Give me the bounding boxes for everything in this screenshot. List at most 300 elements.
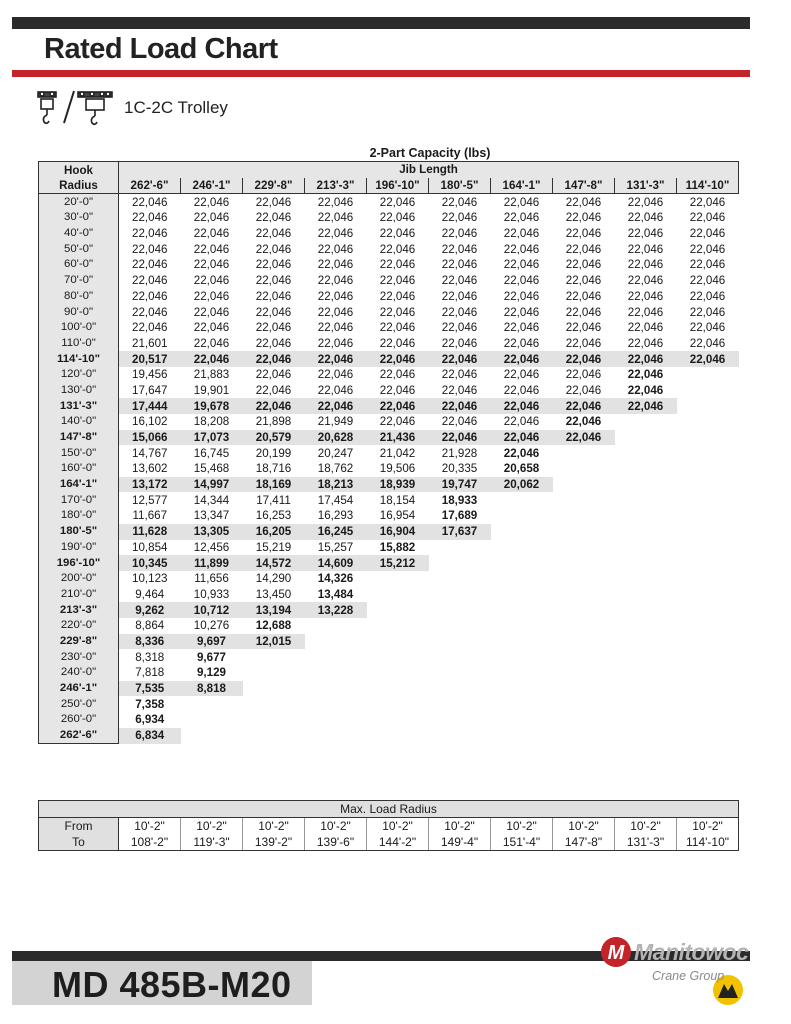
capacity-cell (243, 712, 305, 728)
table-row (39, 602, 739, 618)
capacity-cell (553, 461, 615, 477)
capacity-cell: 22,046 (255, 211, 292, 225)
capacity-cell (305, 712, 367, 728)
capacity-cell: 22,046 (441, 195, 478, 209)
capacity-cell: 8,318 (135, 650, 165, 664)
capacity-cell: 22,046 (317, 258, 354, 272)
capacity-cell (553, 477, 615, 493)
to-radius-cell: 119'-3" (181, 834, 243, 851)
capacity-cell: 22,046 (689, 305, 726, 319)
jib-length-col-2: 229'-8" (243, 178, 305, 194)
capacity-cell: 22,046 (243, 351, 305, 367)
capacity-cell: 14,344 (193, 493, 230, 507)
hook-radius-cell: 240'-0" (39, 665, 119, 681)
from-radius-cell: 10'-2" (615, 818, 677, 835)
capacity-cell: 22,046 (565, 195, 602, 209)
table-row (39, 241, 739, 257)
capacity-cell: 22,046 (627, 368, 664, 382)
hook-radius-cell: 114'-10" (39, 351, 119, 367)
table-row (39, 555, 739, 571)
hook-radius-cell: 262'-6" (39, 728, 119, 744)
hook-radius-cell: 213'-3" (39, 602, 119, 618)
capacity-cell: 22,046 (503, 446, 540, 460)
capacity-cell: 22,046 (565, 211, 602, 225)
capacity-cell: 22,046 (255, 274, 292, 288)
capacity-cell: 11,899 (181, 555, 243, 571)
capacity-cell: 21,042 (379, 446, 416, 460)
capacity-cell (429, 555, 491, 571)
capacity-cell: 16,954 (379, 509, 416, 523)
capacity-cell: 9,697 (181, 634, 243, 650)
capacity-cell (553, 649, 615, 665)
capacity-cell: 17,444 (119, 398, 181, 414)
hook-radius-cell: 147'-8" (39, 430, 119, 446)
capacity-cell: 22,046 (565, 289, 602, 303)
capacity-cell: 21,883 (193, 368, 230, 382)
capacity-cell (677, 508, 739, 524)
capacity-cell (615, 681, 677, 697)
capacity-cell: 22,046 (305, 398, 367, 414)
capacity-cell: 6,834 (119, 728, 181, 744)
capacity-cell: 10,276 (193, 619, 230, 633)
capacity-cell (367, 665, 429, 681)
capacity-cell: 14,767 (132, 446, 168, 460)
capacity-cell: 22,046 (553, 430, 615, 446)
capacity-cell: 22,046 (255, 227, 292, 241)
capacity-cell (553, 555, 615, 571)
capacity-cell (243, 696, 305, 712)
from-radius-cell: 10'-2" (367, 818, 429, 835)
capacity-cell: 20,199 (255, 446, 292, 460)
capacity-cell: 22,046 (627, 321, 664, 335)
capacity-cell (429, 602, 491, 618)
hook-radius-cell: 250'-0" (39, 696, 119, 712)
capacity-cell: 22,046 (441, 242, 478, 256)
capacity-cell (677, 696, 739, 712)
jib-length-col-6: 164'-1" (491, 178, 553, 194)
table-row (39, 571, 739, 587)
hook-radius-cell: 164'-1" (39, 477, 119, 493)
from-radius-cell: 10'-2" (429, 818, 491, 835)
capacity-cell: 22,046 (677, 351, 739, 367)
capacity-cell: 22,046 (193, 242, 230, 256)
table-row (39, 461, 739, 477)
hook-radius-cell: 246'-1" (39, 681, 119, 697)
capacity-cell: 22,046 (379, 227, 416, 241)
capacity-cell (553, 445, 615, 461)
capacity-cell (305, 665, 367, 681)
capacity-cell (615, 618, 677, 634)
hook-radius-cell: 196'-10" (39, 555, 119, 571)
capacity-cell (367, 618, 429, 634)
capacity-cell (677, 383, 739, 399)
capacity-cell: 15,882 (379, 540, 416, 554)
capacity-cell: 22,046 (565, 242, 602, 256)
capacity-cell: 22,046 (627, 242, 664, 256)
table-row (39, 618, 739, 634)
capacity-cell: 22,046 (615, 398, 677, 414)
capacity-cell (491, 649, 553, 665)
capacity-cell (677, 461, 739, 477)
capacity-cell (367, 681, 429, 697)
capacity-cell (615, 634, 677, 650)
capacity-cell (491, 587, 553, 603)
capacity-cell (677, 477, 739, 493)
hook-radius-cell: 60'-0" (39, 257, 119, 273)
capacity-cell: 18,208 (193, 415, 230, 429)
capacity-cell: 22,046 (503, 227, 540, 241)
table-row (39, 508, 739, 524)
capacity-cell: 22,046 (132, 305, 168, 319)
capacity-cell: 22,046 (255, 289, 292, 303)
capacity-cell (553, 492, 615, 508)
capacity-cell (677, 430, 739, 446)
capacity-cell: 22,046 (503, 211, 540, 225)
capacity-cell (677, 665, 739, 681)
capacity-cell: 11,667 (132, 509, 168, 523)
capacity-cell (615, 665, 677, 681)
capacity-cell: 17,689 (441, 509, 478, 523)
jib-length-col-9: 114'-10" (677, 178, 739, 194)
table-row (39, 367, 739, 383)
capacity-cell: 22,046 (317, 289, 354, 303)
to-radius-cell: 131'-3" (615, 834, 677, 851)
capacity-cell: 22,046 (503, 258, 540, 272)
capacity-cell: 22,046 (503, 195, 540, 209)
capacity-cell: 22,046 (627, 305, 664, 319)
capacity-cell: 22,046 (503, 415, 540, 429)
capacity-cell (615, 696, 677, 712)
capacity-cell (553, 634, 615, 650)
capacity-cell: 22,046 (367, 351, 429, 367)
jib-length-header: Jib Length (119, 162, 739, 178)
to-radius-cell: 144'-2" (367, 834, 429, 851)
table-row (39, 649, 739, 665)
capacity-cell (181, 728, 243, 744)
table-row (39, 226, 739, 242)
capacity-cell: 22,046 (243, 398, 305, 414)
capacity-cell (243, 728, 305, 744)
capacity-cell (305, 634, 367, 650)
capacity-cell: 22,046 (441, 274, 478, 288)
jib-length-col-0: 262'-6" (119, 178, 181, 194)
capacity-cell (243, 665, 305, 681)
capacity-cell: 16,253 (255, 509, 292, 523)
capacity-cell (553, 681, 615, 697)
capacity-cell (367, 571, 429, 587)
capacity-cell: 22,046 (317, 368, 354, 382)
capacity-cell (553, 540, 615, 556)
capacity-cell: 22,046 (689, 258, 726, 272)
capacity-cell: 22,046 (305, 351, 367, 367)
load-table-body (39, 194, 739, 744)
from-radius-cell: 10'-2" (677, 818, 739, 835)
capacity-cell: 10,345 (119, 555, 181, 571)
capacity-cell: 22,046 (503, 368, 540, 382)
capacity-cell: 22,046 (379, 289, 416, 303)
capacity-cell: 18,716 (255, 462, 292, 476)
capacity-cell: 22,046 (132, 242, 168, 256)
capacity-cell: 22,046 (255, 321, 292, 335)
capacity-cell: 12,688 (255, 619, 292, 633)
capacity-cell: 22,046 (193, 258, 230, 272)
capacity-cell: 13,305 (181, 524, 243, 540)
capacity-cell (429, 665, 491, 681)
capacity-cell: 22,046 (627, 258, 664, 272)
brand-name: Manitowoc (634, 939, 749, 965)
capacity-cell (677, 414, 739, 430)
capacity-cell: 22,046 (565, 415, 602, 429)
capacity-cell (615, 571, 677, 587)
capacity-cell: 22,046 (553, 398, 615, 414)
capacity-cell: 22,046 (317, 383, 354, 397)
capacity-cell (181, 712, 243, 728)
capacity-cell: 22,046 (627, 383, 664, 397)
table-row (39, 712, 739, 728)
capacity-cell: 21,928 (441, 446, 478, 460)
table-row (39, 634, 739, 650)
capacity-cell: 7,818 (135, 666, 165, 680)
hook-label: Hook (64, 163, 93, 177)
capacity-cell (429, 649, 491, 665)
capacity-cell: 22,046 (132, 321, 168, 335)
capacity-cell (677, 524, 739, 540)
hook-radius-cell: 230'-0" (39, 649, 119, 665)
capacity-cell (491, 618, 553, 634)
capacity-cell (491, 492, 553, 508)
table-row (39, 540, 739, 556)
capacity-cell (305, 618, 367, 634)
capacity-cell (491, 540, 553, 556)
hook-radius-cell: 170'-0" (39, 492, 119, 508)
capacity-cell: 14,609 (305, 555, 367, 571)
trolley-config (36, 88, 228, 128)
capacity-cell (491, 665, 553, 681)
capacity-title: 2-Part Capacity (lbs) (369, 146, 491, 160)
capacity-cell (429, 571, 491, 587)
capacity-cell: 22,046 (503, 242, 540, 256)
table-row (39, 273, 739, 289)
capacity-cell: 19,901 (193, 383, 230, 397)
capacity-cell (553, 712, 615, 728)
hook-radius-cell: 180'-5" (39, 524, 119, 540)
capacity-cell: 22,046 (379, 195, 416, 209)
from-radius-cell: 10'-2" (181, 818, 243, 835)
capacity-cell: 22,046 (441, 289, 478, 303)
hook-radius-cell: 229'-8" (39, 634, 119, 650)
capacity-cell: 22,046 (317, 242, 354, 256)
max-load-radius-table (38, 800, 739, 851)
capacity-cell: 22,046 (565, 321, 602, 335)
capacity-cell: 22,046 (627, 195, 664, 209)
capacity-cell (615, 712, 677, 728)
capacity-cell (553, 587, 615, 603)
rated-load-table (38, 161, 739, 744)
capacity-cell (677, 571, 739, 587)
capacity-cell: 22,046 (132, 274, 168, 288)
capacity-cell: 22,046 (441, 336, 478, 350)
capacity-cell (367, 587, 429, 603)
svg-text:M: M (607, 942, 625, 964)
capacity-cell: 17,073 (181, 430, 243, 446)
capacity-cell: 22,046 (379, 211, 416, 225)
capacity-cell (615, 555, 677, 571)
table-row (39, 477, 739, 493)
hook-radius-cell: 30'-0" (39, 210, 119, 226)
capacity-cell: 22,046 (255, 336, 292, 350)
trolley-label: 1C-2C Trolley (124, 98, 228, 117)
to-radius-cell: 114'-10" (677, 834, 739, 851)
capacity-cell (491, 728, 553, 744)
capacity-cell (615, 461, 677, 477)
capacity-cell: 22,046 (255, 242, 292, 256)
capacity-cell: 6,934 (135, 713, 165, 727)
capacity-cell: 22,046 (193, 336, 230, 350)
table-row (39, 665, 739, 681)
capacity-cell (677, 587, 739, 603)
to-radius-cell: 151'-4" (491, 834, 553, 851)
capacity-cell: 22,046 (565, 336, 602, 350)
capacity-cell: 22,046 (689, 227, 726, 241)
capacity-cell: 22,046 (689, 274, 726, 288)
capacity-cell: 12,456 (193, 540, 230, 554)
table-row (39, 696, 739, 712)
capacity-cell: 8,336 (119, 634, 181, 650)
hook-radius-cell: 40'-0" (39, 226, 119, 242)
capacity-cell (677, 728, 739, 744)
capacity-cell: 22,046 (689, 336, 726, 350)
capacity-cell: 16,245 (305, 524, 367, 540)
capacity-cell (491, 524, 553, 540)
capacity-cell: 9,262 (119, 602, 181, 618)
capacity-cell: 22,046 (441, 258, 478, 272)
capacity-cell: 20,335 (441, 462, 478, 476)
capacity-cell: 13,172 (119, 477, 181, 493)
capacity-cell: 12,577 (132, 493, 168, 507)
max-load-radius-title: Max. Load Radius (39, 801, 739, 818)
capacity-cell: 22,046 (317, 211, 354, 225)
capacity-cell: 19,456 (132, 368, 168, 382)
capacity-cell (677, 445, 739, 461)
capacity-cell (367, 712, 429, 728)
capacity-cell (243, 681, 305, 697)
table-row (39, 524, 739, 540)
capacity-cell: 20,579 (243, 430, 305, 446)
capacity-cell: 22,046 (627, 227, 664, 241)
capacity-cell: 21,949 (317, 415, 354, 429)
capacity-cell: 18,154 (379, 493, 416, 507)
capacity-cell (429, 681, 491, 697)
capacity-cell: 22,046 (193, 289, 230, 303)
hook-radius-cell: 140'-0" (39, 414, 119, 430)
capacity-cell (181, 696, 243, 712)
hook-radius-cell: 150'-0" (39, 445, 119, 461)
model-name: MD 485B-M20 (52, 964, 292, 1005)
capacity-cell: 22,046 (429, 351, 491, 367)
to-row (39, 834, 739, 851)
capacity-cell: 13,484 (317, 587, 354, 601)
capacity-cell: 18,213 (305, 477, 367, 493)
capacity-cell (553, 728, 615, 744)
capacity-cell: 17,454 (317, 493, 354, 507)
capacity-cell (243, 649, 305, 665)
capacity-cell: 22,046 (181, 351, 243, 367)
from-radius-cell: 10'-2" (553, 818, 615, 835)
page-title: Rated Load Chart (44, 33, 278, 65)
from-label: From (39, 818, 119, 835)
capacity-cell: 14,572 (243, 555, 305, 571)
capacity-cell: 22,046 (627, 274, 664, 288)
hook-radius-cell: 260'-0" (39, 712, 119, 728)
capacity-cell: 22,046 (317, 227, 354, 241)
from-radius-cell: 10'-2" (119, 818, 181, 835)
capacity-cell (491, 508, 553, 524)
capacity-cell (491, 712, 553, 728)
capacity-cell: 20,517 (119, 351, 181, 367)
capacity-cell (677, 681, 739, 697)
capacity-cell: 16,102 (132, 415, 168, 429)
capacity-cell (491, 571, 553, 587)
capacity-cell: 22,046 (193, 195, 230, 209)
capacity-cell (429, 728, 491, 744)
capacity-cell (491, 681, 553, 697)
capacity-cell (677, 634, 739, 650)
to-label: To (39, 834, 119, 851)
capacity-cell: 10,123 (132, 572, 168, 586)
capacity-cell: 16,745 (193, 446, 230, 460)
capacity-cell (367, 634, 429, 650)
capacity-cell: 22,046 (379, 305, 416, 319)
hook-radius-cell: 20'-0" (39, 194, 119, 210)
capacity-cell: 22,046 (317, 195, 354, 209)
capacity-cell (367, 649, 429, 665)
table-row (39, 304, 739, 320)
capacity-cell (677, 602, 739, 618)
capacity-cell: 7,358 (135, 697, 165, 711)
capacity-cell: 8,864 (135, 619, 165, 633)
table-row (39, 320, 739, 336)
hook-radius-cell: 50'-0" (39, 241, 119, 257)
capacity-cell: 22,046 (193, 227, 230, 241)
hook-radius-cell: 180'-0" (39, 508, 119, 524)
capacity-cell (615, 649, 677, 665)
capacity-cell: 22,046 (255, 383, 292, 397)
capacity-cell: 22,046 (255, 368, 292, 382)
capacity-cell: 22,046 (491, 430, 553, 446)
capacity-cell: 22,046 (565, 274, 602, 288)
trolley-hook-icon (36, 89, 118, 127)
capacity-cell: 22,046 (689, 195, 726, 209)
capacity-cell: 9,129 (196, 666, 226, 680)
capacity-cell (677, 398, 739, 414)
top-rule (12, 17, 750, 29)
capacity-cell: 10,712 (181, 602, 243, 618)
capacity-cell: 13,194 (243, 602, 305, 618)
table-row (39, 587, 739, 603)
hook-radius-cell: 160'-0" (39, 461, 119, 477)
table-row (39, 383, 739, 399)
capacity-cell: 22,046 (441, 415, 478, 429)
capacity-cell: 15,468 (193, 462, 230, 476)
capacity-cell: 21,601 (132, 336, 168, 350)
capacity-cell: 22,046 (627, 211, 664, 225)
capacity-cell (615, 477, 677, 493)
capacity-cell (677, 712, 739, 728)
capacity-cell: 22,046 (132, 289, 168, 303)
capacity-cell: 9,677 (196, 650, 226, 664)
capacity-cell (491, 555, 553, 571)
capacity-cell: 22,046 (553, 351, 615, 367)
